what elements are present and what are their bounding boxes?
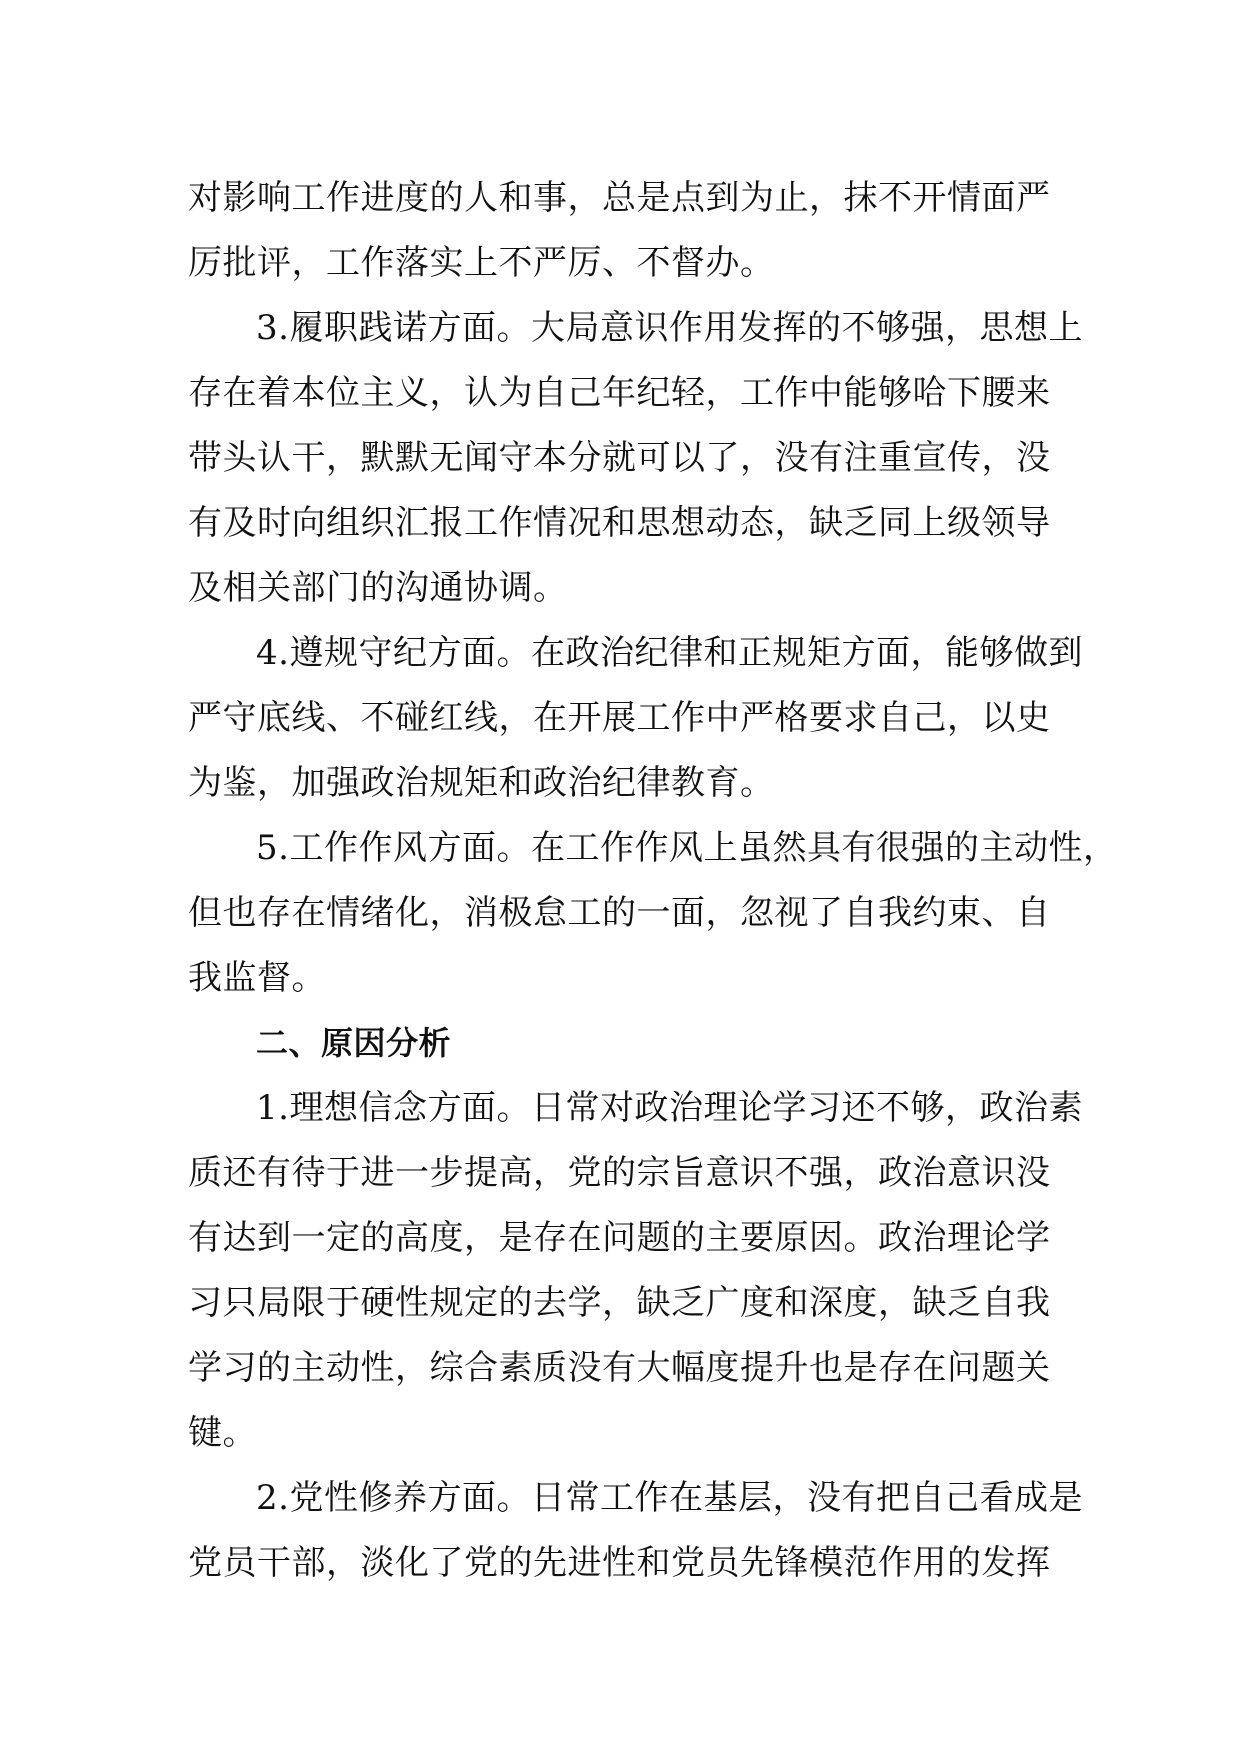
text-line: 厉批评，工作落实上不严厉、不督办。 bbox=[188, 243, 775, 283]
text-line: 严守底线、不碰红线，在开展工作中严格要求自己，以史 bbox=[188, 698, 1051, 738]
text-line: 学习的主动性，综合素质没有大幅度提升也是存在问题关 bbox=[188, 1348, 1051, 1388]
text-line: 但也存在情绪化，消极怠工的一面，忽视了自我约束、自 bbox=[188, 893, 1051, 933]
paragraph-start: 2.党性修养方面。日常工作在基层，没有把自己看成是 bbox=[256, 1478, 1083, 1518]
text-line: 党员干部，淡化了党的先进性和党员先锋模范作用的发挥 bbox=[188, 1543, 1051, 1583]
text-line: 习只局限于硬性规定的去学，缺乏广度和深度，缺乏自我 bbox=[188, 1283, 1051, 1323]
text-line: 对影响工作进度的人和事，总是点到为止，抹不开情面严 bbox=[188, 178, 1051, 218]
paragraph-start: 4.遵规守纪方面。在政治纪律和正规矩方面，能够做到 bbox=[256, 633, 1083, 673]
paragraph-start: 3.履职践诺方面。大局意识作用发挥的不够强，思想上 bbox=[256, 308, 1083, 348]
text-line: 有达到一定的高度，是存在问题的主要原因。政治理论学 bbox=[188, 1218, 1051, 1258]
text-line: 有及时向组织汇报工作情况和思想动态，缺乏同上级领导 bbox=[188, 503, 1051, 543]
text-line: 我监督。 bbox=[188, 958, 326, 998]
section-heading: 二、原因分析 bbox=[256, 1024, 452, 1062]
text-line: 带头认干，默默无闻守本分就可以了，没有注重宣传，没 bbox=[188, 438, 1051, 478]
text-line: 质还有待于进一步提高，党的宗旨意识不强，政治意识没 bbox=[188, 1153, 1051, 1193]
text-line: 键。 bbox=[188, 1413, 257, 1453]
paragraph-start: 5.工作作风方面。在工作作风上虽然具有很强的主动性， bbox=[256, 828, 1118, 868]
paragraph-start: 1.理想信念方面。日常对政治理论学习还不够，政治素 bbox=[256, 1088, 1083, 1128]
text-line: 及相关部门的沟通协调。 bbox=[188, 568, 568, 608]
text-line: 存在着本位主义，认为自己年纪轻，工作中能够哈下腰来 bbox=[188, 373, 1051, 413]
document-body bbox=[188, 166, 1118, 1596]
text-line: 为鉴，加强政治规矩和政治纪律教育。 bbox=[188, 763, 775, 803]
